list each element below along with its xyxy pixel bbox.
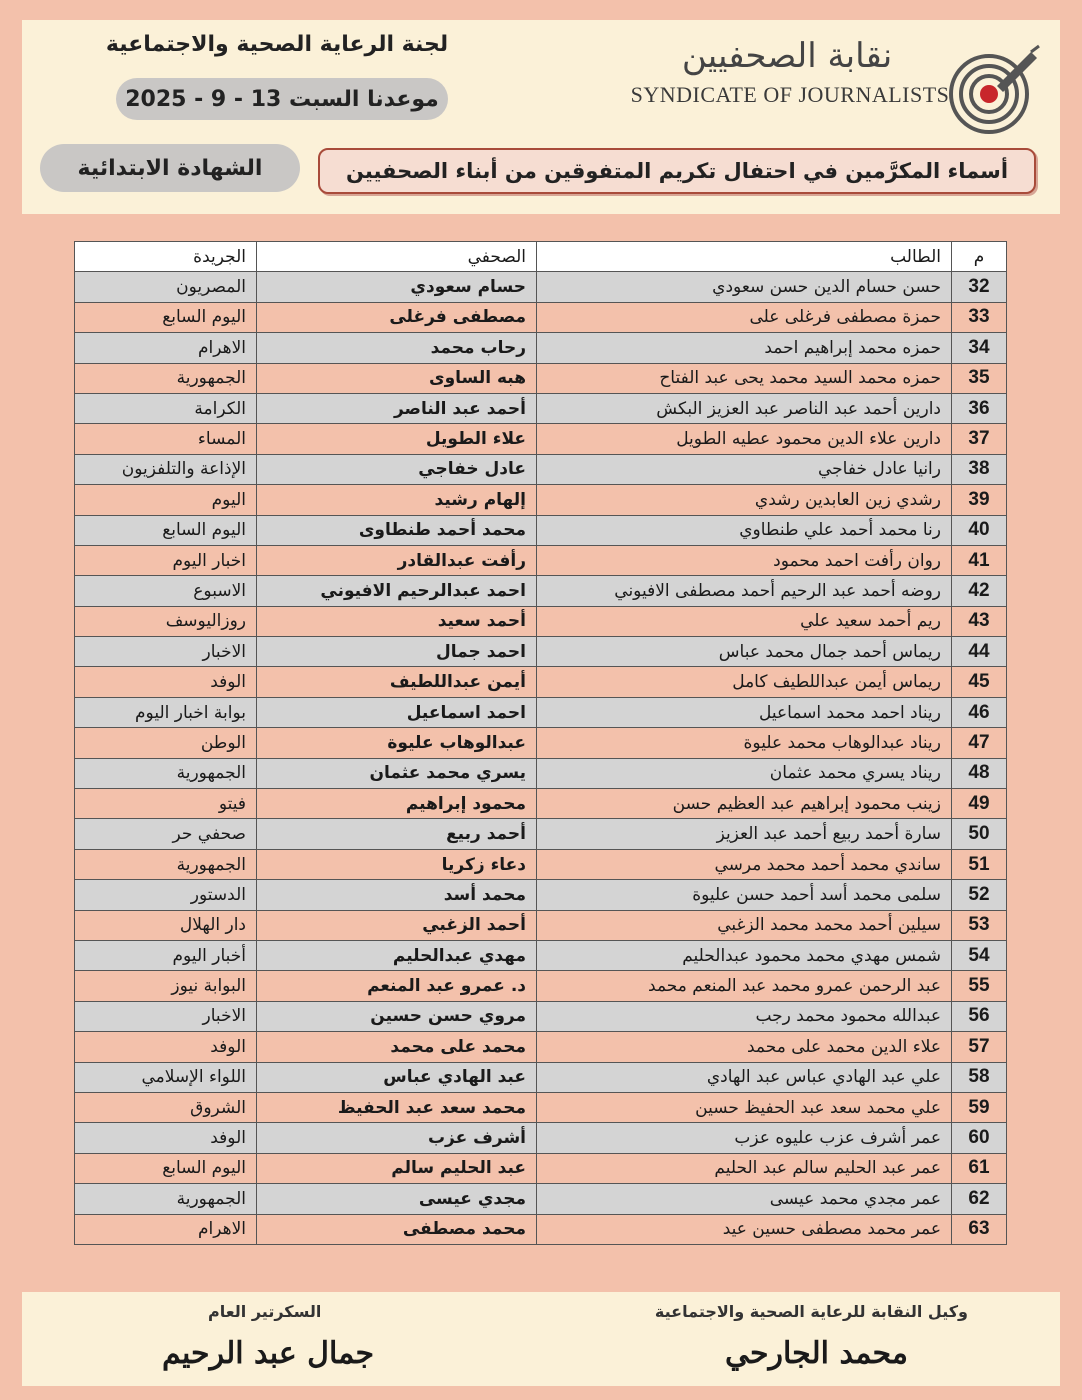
table-row <box>75 940 1007 970</box>
newspaper-name: الوطن <box>75 728 257 758</box>
row-num: 36 <box>952 393 1007 423</box>
newspaper-name: الدستور <box>75 880 257 910</box>
journalist-name: يسري محمد عثمان <box>257 758 537 788</box>
newspaper-name: بوابة اخبار اليوم <box>75 697 257 727</box>
journalist-name: محمد أسد <box>257 880 537 910</box>
student-name: ريم أحمد سعيد علي <box>537 606 952 636</box>
header-student: الطالب <box>537 242 952 272</box>
student-name: علي عبد الهادي عباس عبد الهادي <box>537 1062 952 1092</box>
row-num: 42 <box>952 576 1007 606</box>
journalist-name: احمد عبدالرحيم الافيوني <box>257 576 537 606</box>
journalist-name: رأفت عبدالقادر <box>257 545 537 575</box>
journalist-name: مجدي عيسى <box>257 1184 537 1214</box>
newspaper-name: الجمهورية <box>75 758 257 788</box>
student-name: رانيا عادل خفاجي <box>537 454 952 484</box>
journalist-name: رحاب محمد <box>257 333 537 363</box>
student-name: ريماس أيمن عبداللطيف كامل <box>537 667 952 697</box>
newspaper-name: الاهرام <box>75 1214 257 1244</box>
student-name: عمر مجدي محمد عيسى <box>537 1184 952 1214</box>
journalist-name: هبه الساوى <box>257 363 537 393</box>
table-body <box>75 272 1007 1245</box>
table-row <box>75 849 1007 879</box>
table-row <box>75 424 1007 454</box>
journalist-name: أحمد ربيع <box>257 819 537 849</box>
student-name: دارين علاء الدين محمود عطيه الطويل <box>537 424 952 454</box>
newspaper-name: الاخبار <box>75 1001 257 1031</box>
journalist-name: دعاء زكريا <box>257 849 537 879</box>
table-row <box>75 637 1007 667</box>
newspaper-name: اليوم السابع <box>75 515 257 545</box>
journalist-name: احمد جمال <box>257 637 537 667</box>
newspaper-name: الجمهورية <box>75 363 257 393</box>
student-name: حمزة مصطفى فرغلى على <box>537 302 952 332</box>
header-newspaper: الجريدة <box>75 242 257 272</box>
row-num: 39 <box>952 485 1007 515</box>
student-name: رنا محمد أحمد علي طنطاوي <box>537 515 952 545</box>
student-name: ريناد احمد محمد اسماعيل <box>537 697 952 727</box>
newspaper-name: صحفي حر <box>75 819 257 849</box>
newspaper-name: المساء <box>75 424 257 454</box>
newspaper-name: دار الهلال <box>75 910 257 940</box>
student-name: زينب محمود إبراهيم عبد العظيم حسن <box>537 789 952 819</box>
table-row <box>75 515 1007 545</box>
newspaper-name: الوفد <box>75 1123 257 1153</box>
table-row <box>75 789 1007 819</box>
row-num: 59 <box>952 1092 1007 1122</box>
row-num: 37 <box>952 424 1007 454</box>
student-name: ريناد عبدالوهاب محمد عليوة <box>537 728 952 758</box>
journalist-name: عبد الهادي عباس <box>257 1062 537 1092</box>
row-num: 54 <box>952 940 1007 970</box>
newspaper-name: الوفد <box>75 1032 257 1062</box>
table-row <box>75 1123 1007 1153</box>
newspaper-name: الكرامة <box>75 393 257 423</box>
student-name: ساندي محمد أحمد محمد مرسي <box>537 849 952 879</box>
secretary-title: السكرتير العام <box>208 1302 322 1321</box>
table-row <box>75 1062 1007 1092</box>
row-num: 53 <box>952 910 1007 940</box>
header-num: م <box>952 242 1007 272</box>
journalist-name: أيمن عبداللطيف <box>257 667 537 697</box>
journalist-name: أحمد عبد الناصر <box>257 393 537 423</box>
table-row <box>75 272 1007 302</box>
journalist-name: محمد على محمد <box>257 1032 537 1062</box>
table-row <box>75 1153 1007 1183</box>
row-num: 44 <box>952 637 1007 667</box>
row-num: 56 <box>952 1001 1007 1031</box>
student-name: سلمى محمد أسد أحمد حسن عليوة <box>537 880 952 910</box>
student-name: حمزه محمد إبراهيم احمد <box>537 333 952 363</box>
table-row <box>75 880 1007 910</box>
header-banner <box>22 20 1060 214</box>
logo-english-text: SYNDICATE OF JOURNALISTS <box>630 82 950 107</box>
newspaper-name: الإذاعة والتلفزيون <box>75 454 257 484</box>
row-num: 49 <box>952 789 1007 819</box>
table-row <box>75 758 1007 788</box>
deputy-signature: محمد الجارحي <box>725 1336 908 1371</box>
student-name: حمزه محمد السيد محمد يحى عبد الفتاح <box>537 363 952 393</box>
table-row <box>75 1184 1007 1214</box>
journalist-name: علاء الطويل <box>257 424 537 454</box>
student-name: سيلين أحمد محمد محمد الزغبي <box>537 910 952 940</box>
row-num: 35 <box>952 363 1007 393</box>
newspaper-name: اليوم <box>75 485 257 515</box>
table-row <box>75 819 1007 849</box>
row-num: 55 <box>952 971 1007 1001</box>
newspaper-name: اليوم السابع <box>75 302 257 332</box>
row-num: 62 <box>952 1184 1007 1214</box>
journalist-name: محمد أحمد طنطاوى <box>257 515 537 545</box>
journalist-name: أحمد الزغبي <box>257 910 537 940</box>
journalist-name: محمد مصطفى <box>257 1214 537 1244</box>
journalist-name: أحمد سعيد <box>257 606 537 636</box>
table-row <box>75 485 1007 515</box>
secretary-signature: جمال عبد الرحيم <box>162 1336 375 1371</box>
table-row <box>75 545 1007 575</box>
table-row <box>75 606 1007 636</box>
newspaper-name: الوفد <box>75 667 257 697</box>
newspaper-name: المصريون <box>75 272 257 302</box>
row-num: 34 <box>952 333 1007 363</box>
newspaper-name: الجمهورية <box>75 1184 257 1214</box>
student-name: دارين أحمد عبد الناصر عبد العزيز البكش <box>537 393 952 423</box>
student-name: ريناد يسري محمد عثمان <box>537 758 952 788</box>
journalist-name: عبد الحليم سالم <box>257 1153 537 1183</box>
table-row <box>75 1032 1007 1062</box>
deputy-title: وكيل النقابة للرعاية الصحية والاجتماعية <box>654 1302 968 1321</box>
newspaper-name: الاسبوع <box>75 576 257 606</box>
table-row <box>75 333 1007 363</box>
table-row <box>75 1214 1007 1244</box>
table-row <box>75 697 1007 727</box>
newspaper-name: الجمهورية <box>75 849 257 879</box>
table-row <box>75 728 1007 758</box>
row-num: 43 <box>952 606 1007 636</box>
journalist-name: أشرف عزب <box>257 1123 537 1153</box>
newspaper-name: أخبار اليوم <box>75 940 257 970</box>
newspaper-name: اخبار اليوم <box>75 545 257 575</box>
page-title: أسماء المكرَّمين في احتفال تكريم المتفوقين من أبناء الصحفيين <box>318 148 1036 194</box>
student-name: عمر أشرف عزب عليوه عزب <box>537 1123 952 1153</box>
row-num: 58 <box>952 1062 1007 1092</box>
certificate-level: الشهادة الابتدائية <box>40 144 300 192</box>
student-name: عمر محمد مصطفى حسين عيد <box>537 1214 952 1244</box>
table-row <box>75 576 1007 606</box>
row-num: 47 <box>952 728 1007 758</box>
student-name: علاء الدين محمد على محمد <box>537 1032 952 1062</box>
table-row <box>75 667 1007 697</box>
row-num: 32 <box>952 272 1007 302</box>
row-num: 50 <box>952 819 1007 849</box>
event-date: موعدنا السبت 13 - 9 - 2025 <box>116 78 448 120</box>
journalist-name: محمد سعد عبد الحفيظ <box>257 1092 537 1122</box>
committee-name: لجنة الرعاية الصحية والاجتماعية <box>105 32 449 57</box>
student-name: علي محمد سعد عبد الحفيظ حسين <box>537 1092 952 1122</box>
table-row <box>75 910 1007 940</box>
newspaper-name: اللواء الإسلامي <box>75 1062 257 1092</box>
newspaper-name: الشروق <box>75 1092 257 1122</box>
journalist-name: مصطفى فرغلى <box>257 302 537 332</box>
newspaper-name: البوابة نيوز <box>75 971 257 1001</box>
row-num: 45 <box>952 667 1007 697</box>
table-header-row <box>75 242 1007 272</box>
header-journalist: الصحفي <box>257 242 537 272</box>
table-row <box>75 302 1007 332</box>
row-num: 41 <box>952 545 1007 575</box>
newspaper-name: اليوم السابع <box>75 1153 257 1183</box>
logo-arabic-text: نقابة الصحفيين <box>681 36 893 76</box>
row-num: 61 <box>952 1153 1007 1183</box>
student-name: رشدي زين العابدين رشدي <box>537 485 952 515</box>
row-num: 52 <box>952 880 1007 910</box>
row-num: 46 <box>952 697 1007 727</box>
student-name: عبدالله محمود محمد رجب <box>537 1001 952 1031</box>
journalist-name: حسام سعودي <box>257 272 537 302</box>
student-name: روضه أحمد عبد الرحيم أحمد مصطفى الافيوني <box>537 576 952 606</box>
student-name: روان رأفت احمد محمود <box>537 545 952 575</box>
newspaper-name: الاهرام <box>75 333 257 363</box>
row-num: 33 <box>952 302 1007 332</box>
table-row <box>75 971 1007 1001</box>
row-num: 38 <box>952 454 1007 484</box>
table-row <box>75 454 1007 484</box>
row-num: 40 <box>952 515 1007 545</box>
student-name: عبد الرحمن عمرو محمد عبد المنعم محمد <box>537 971 952 1001</box>
journalist-name: عادل خفاجي <box>257 454 537 484</box>
row-num: 60 <box>952 1123 1007 1153</box>
student-name: حسن حسام الدين حسن سعودي <box>537 272 952 302</box>
student-name: عمر عبد الحليم سالم عبد الحليم <box>537 1153 952 1183</box>
honorees-table <box>74 241 1007 1245</box>
journalist-name: عبدالوهاب عليوة <box>257 728 537 758</box>
table-row <box>75 1001 1007 1031</box>
journalist-name: مروي حسن حسين <box>257 1001 537 1031</box>
table-row <box>75 393 1007 423</box>
student-name: شمس مهدي محمد محمود عبدالحليم <box>537 940 952 970</box>
newspaper-name: فيتو <box>75 789 257 819</box>
journalist-name: إلهام رشيد <box>257 485 537 515</box>
newspaper-name: الاخبار <box>75 637 257 667</box>
table-row <box>75 1092 1007 1122</box>
syndicate-logo-icon <box>945 42 1041 138</box>
student-name: ريماس أحمد جمال محمد عباس <box>537 637 952 667</box>
student-name: سارة أحمد ربيع أحمد عبد العزيز <box>537 819 952 849</box>
row-num: 57 <box>952 1032 1007 1062</box>
journalist-name: مهدي عبدالحليم <box>257 940 537 970</box>
table-row <box>75 363 1007 393</box>
journalist-name: محمود إبراهيم <box>257 789 537 819</box>
row-num: 51 <box>952 849 1007 879</box>
journalist-name: د. عمرو عبد المنعم <box>257 971 537 1001</box>
row-num: 48 <box>952 758 1007 788</box>
row-num: 63 <box>952 1214 1007 1244</box>
journalist-name: احمد اسماعيل <box>257 697 537 727</box>
newspaper-name: روزاليوسف <box>75 606 257 636</box>
signature-footer <box>22 1292 1060 1386</box>
